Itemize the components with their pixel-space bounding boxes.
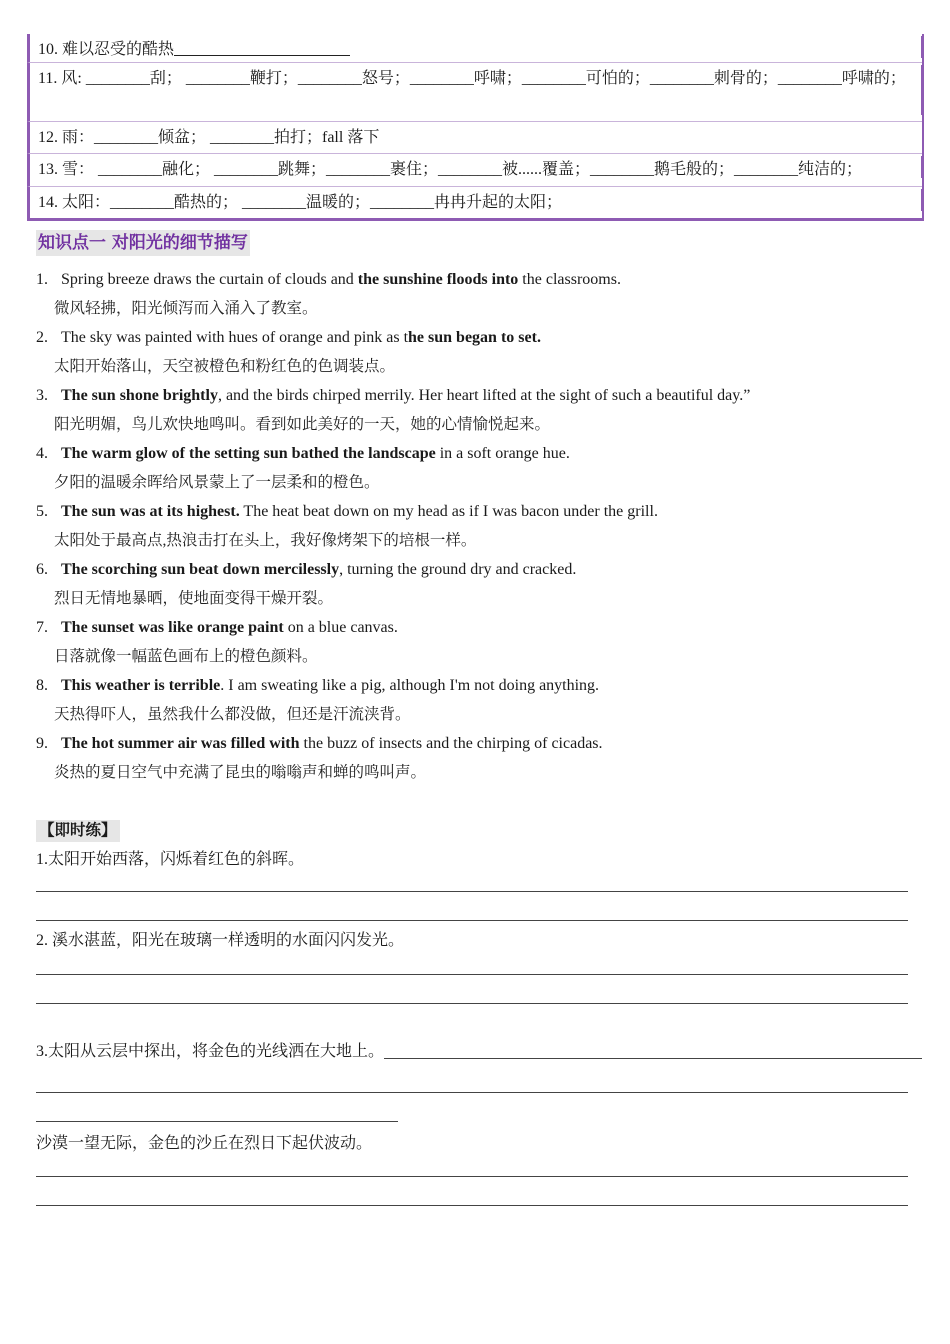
answer-line[interactable] [36,1092,908,1093]
example-item [36,555,916,613]
example-item [36,381,916,439]
example-english [36,613,916,642]
item-bold-text: The sunset was like orange paint [61,619,284,636]
box-right-marker [921,65,924,115]
item-post-text: on a blue canvas. [283,619,398,636]
example-chinese: 太阳开始落山，天空被橙色和粉红色的色调装点。 [54,358,396,375]
fill-row-12-text: 12. 雨：________倾盆； ________拍打；fall 落下 [38,129,380,146]
example-chinese: 太阳处于最高点,热浪击打在头上，我好像烤架下的培根一样。 [54,532,477,549]
example-chinese: 微风轻拂，阳光倾泻而入涌入了教室。 [54,300,318,317]
section-heading: 知识点一 对阳光的细节描写 [36,230,250,256]
example-item [36,613,916,671]
answer-line[interactable] [36,1205,908,1206]
example-item [36,439,916,497]
example-item [36,265,916,323]
item-bold-text: The hot summer air was filled with [61,735,300,752]
item-bold-text: The sun shone brightly [61,387,218,404]
fill-row-10-text: 10. 难以忍受的酷热 [38,41,175,58]
item-number: 7. [36,619,48,636]
item-bold-text: The sun was at its highest. [61,503,240,520]
item-post-text: , turning the ground dry and cracked. [339,561,577,578]
example-english [36,323,916,352]
example-chinese: 阳光明媚，鸟儿欢快地鸣叫。看到如此美好的一天，她的心情愉悦起来。 [54,416,551,433]
item-pre-text: Spring breeze draws the curtain of clouds and [61,271,358,288]
example-english [36,555,916,584]
item-number: 6. [36,561,48,578]
example-item [36,497,916,555]
fill-row-10 [27,34,922,62]
practice-row-3 [36,1038,916,1066]
practice-question-3: 3.太阳从云层中探出，将金色的光线洒在大地上。 [36,1043,385,1060]
example-chinese: 夕阳的温暖余晖给风景蒙上了一层柔和的橙色。 [54,474,380,491]
item-post-text: the buzz of insects and the chirping of cicadas. [299,735,603,752]
example-chinese: 烈日无情地暴晒，使地面变得干燥开裂。 [54,590,334,607]
practice-question-4: 沙漠一望无际，金色的沙丘在烈日下起伏波动。 [36,1135,373,1152]
fill-row-11-text: 11. 风: ________刮； ________鞭打；________怒号；________呼啸；________可怕的；________刺骨的；________呼啸的； [38,70,906,87]
example-chinese: 天热得吓人，虽然我什么都没做，但还是汗流浃背。 [54,706,411,723]
example-item [36,323,916,381]
example-chinese: 日落就像一幅蓝色画布上的橙色颜料。 [54,648,318,665]
item-post-text: the classrooms. [518,271,621,288]
item-number: 3. [36,387,48,404]
fill-row-11 [27,62,922,121]
fill-row-14-text: 14. 太阳：________酷热的； ________温暖的；________冉冉升起的太阳； [38,194,563,211]
item-bold-text: the sunshine floods into [357,271,519,288]
item-post-text: The heat beat down on my head as if I was bacon under the grill. [239,503,658,520]
fill-row-13 [27,153,922,186]
item-bold-text: This weather is terrible [61,677,221,694]
answer-line[interactable] [36,891,908,892]
example-chinese: 炎热的夏日空气中充满了昆虫的嗡嗡声和蝉的鸣叫声。 [54,764,427,781]
item-number: 1. [36,271,48,288]
practice-question-2: 2. 溪水湛蓝，阳光在玻璃一样透明的水面闪闪发光。 [36,932,405,949]
practice-tag: 【即时练】 [36,820,120,842]
item-post-text: . I am sweating like a pig, although I'm not doing anything. [220,677,600,694]
item-post-text: in a soft orange hue. [435,445,570,462]
item-number: 8. [36,677,48,694]
example-english [36,265,916,294]
example-item [36,729,916,787]
fill-row-13-text: 13. 雪： ________融化； ________跳舞；________裹住；________被......覆盖；________鹅毛般的；________纯洁的； [38,161,863,178]
item-bold-text: The warm glow of the setting sun bathed the landscape [61,445,436,462]
item-bold-text: he sun began to set. [408,329,541,346]
answer-line[interactable] [36,920,908,921]
answer-line[interactable] [384,1058,922,1059]
item-post-text: , and the birds chirped merrily. Her heart lifted at the sight of such a beautiful day.” [217,387,751,404]
fill-blank-line[interactable] [174,39,350,56]
box-right-marker [921,156,924,178]
example-english [36,439,916,468]
answer-line[interactable] [36,1121,398,1122]
item-number: 5. [36,503,48,520]
practice-question-1: 1.太阳开始西落，闪烁着红色的斜晖。 [36,851,305,868]
box-right-marker [921,36,924,58]
example-english [36,729,916,758]
item-bold-text: The scorching sun beat down mercilessly [61,561,340,578]
example-sentence-list [36,265,916,787]
practice-section [36,820,916,1206]
answer-line[interactable] [36,1003,908,1004]
example-english [36,497,916,526]
example-english [36,381,916,410]
answer-line[interactable] [36,974,908,975]
item-pre-text: The sky was painted with hues of orange and pink as t [61,329,409,346]
fill-in-box [27,34,924,221]
item-number: 2. [36,329,48,346]
answer-line[interactable] [36,1176,908,1177]
example-item [36,671,916,729]
box-right-marker [921,189,924,211]
item-number: 4. [36,445,48,462]
fill-row-12 [27,121,922,153]
fill-row-14 [27,186,922,218]
item-number: 9. [36,735,48,752]
example-english [36,671,916,700]
